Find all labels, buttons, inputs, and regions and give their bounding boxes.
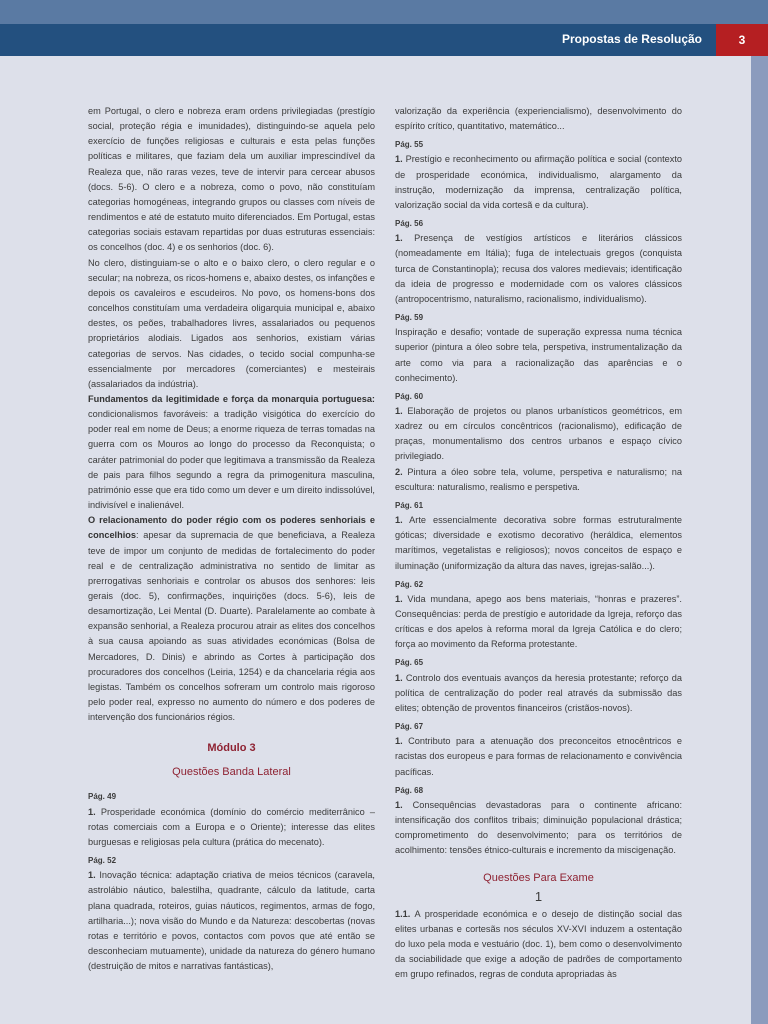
page-ref: Pág. 62 — [395, 579, 424, 589]
answer: 1. Presença de vestígios artísticos e literários clássicos (nomeadamente em Itália); fuga de intelectuais gregos (conquista turca de Constantinopla); recusa dos valores medievais; identificação da ideia de progresso e modernidade com os valores clássicos (antropocentrismo, naturalismo, racionalismo, individualismo). — [395, 233, 682, 304]
answer: 1. Contributo para a atenuação dos preconceitos etnocêntricos e racistas dos europeus e para formas de relacionamento e convivência pacíficas. — [395, 736, 682, 777]
page-number: 3 — [716, 24, 768, 56]
right-column — [395, 104, 682, 982]
paragraph: valorização da experiência (experiencialismo), desenvolvimento do espírito crítico, quantitativo, matemático... — [395, 106, 682, 132]
page-ref: Pág. 55 — [395, 140, 424, 150]
answer: 1. Controlo dos eventuais avanços da heresia protestante; reforço da política de centralização do poder real através da submissão das elites; obtenção de proventos financeiros (cristãos-novos). — [395, 672, 682, 713]
module-title: Módulo 3 — [207, 742, 256, 755]
page-ref: Pág. 56 — [395, 219, 424, 229]
answer: Inspiração e desafio; vontade de superação expressa numa técnica superior (pintura a óleo sobre tela, perspetiva, instrumentalização da arte como via para a racionalização das aparências e o conhecimento). — [395, 327, 682, 383]
header-title: Propostas de Resolução — [561, 32, 702, 46]
answer: 1. Vida mundana, apego aos bens materiais, “honras e prazeres”. Consequências: perda de prestígio e autoridade da Igreja, reforço das críticas e dos apelos à reforma moral da Igreja Católica e do clero; força ao movimento da Reforma protestante. — [395, 593, 682, 650]
answer: 1. Prestígio e reconhecimento ou afirmação política e social (contexto de prosperidade económica, individualismo, alargamento da instrução, modernização da imprensa, centralização política, valorização social da vida cortesã e da cultura). — [395, 154, 682, 210]
page-ref: Pág. 49 — [88, 792, 117, 802]
bold-lead: Fundamentos da legitimidade e força da monarquia portuguesa: — [88, 393, 375, 404]
answer: 1. Inovação técnica: adaptação criativa de meios técnicos (caravela, astrolábio náutico, balestilha, quadrante, cálculo da latitude, carta plana quadrada, roteiros, guias náuticos, regimentos, armas de fogo, artilharia...); nova visão do Mundo e da Natureza: descobertas (novas rotas e território e povos, contactos com povos que até então se desconheciam mutuamente), unidade da natureza do género humano (destruição de mitos e narrativas fantásticas), — [88, 870, 375, 972]
page-ref: Pág. 52 — [88, 856, 117, 866]
answer: 2. Pintura a óleo sobre tela, volume, perspetiva e naturalismo; na escultura: naturalismo, realismo e perspetiva. — [395, 466, 682, 492]
module-subtitle: Questões Banda Lateral — [172, 766, 291, 779]
page-ref: Pág. 67 — [395, 722, 424, 732]
left-column — [88, 104, 375, 974]
exam-title: Questões Para Exame — [483, 871, 594, 884]
answer: 1. Prosperidade económica (domínio do comércio mediterrânico – rotas comerciais com a Europa e o Oriente); interesse das elites burguesas e religiosas pela cultura (prática do mecenato). — [88, 806, 375, 847]
page-ref: Pág. 68 — [395, 785, 424, 795]
exam-number: 1 — [534, 888, 543, 904]
paragraph: O relacionamento do poder régio com os poderes senhoriais e concelhios: apesar da supremacia de que beneficiava, a Realeza teve de impor um conjunto de medidas de fortalecimento do poder real e de centralização administrativa no sentido de limitar as prerrogativas senhoriais e controlar os abusos dos senhores: leis gerais (doc. 5), confirmações, inquirições (docs. 5-6), leis de desamortização, Lei Mental (D. Duarte). Paralelamente ao combate à expansão senhorial, a Realeza procurou atrair as elites dos concelhos à sua causa apoiando as suas atividades económicas (Bolsa de Mercadores, D. Dinis) e abrindo as Cortes à participação dos procuradores dos concelhos (Leiria, 1254) e da chancelaria régia aos legistas. Também os concelhos sofreram um controlo mais rigoroso pelo poder real, expresso no aumento do número e dos poderes de intervenção dos funcionários régios. — [88, 515, 375, 723]
answer: 1. Consequências devastadoras para o continente africano: intensificação dos conflitos tribais; diminuição populacional drástica; comprometimento do desenvolvimento; para os territórios de acolhimento: tensões étnico-culturais e incremento da miscigenação. — [395, 799, 682, 856]
paragraph: em Portugal, o clero e nobreza eram ordens privilegiadas (prestígio social, proteção régia e imunidades), distinguindo-se aquela pelo exercício de funções religiosas e culturais e esta pelas funções políticas e militares, que faziam dela um auxiliar imprescindível da Realeza que, não raras vezes, teve de intervir para cercear abusos (docs. 5-6). O clero e a nobreza, como o povo, não constituíam categorias homogéneas, integrando grupos ou classes com níveis de rendimentos e até de estatuto muito diferenciados. Em Portugal, estas categorias sociais estavam repartidas por duas estruturas essenciais: os concelhos (doc. 4) e os senhorios (doc. 6). — [88, 106, 375, 253]
page-ref: Pág. 61 — [395, 500, 424, 510]
top-band — [0, 0, 768, 24]
answer: 1. Elaboração de projetos ou planos urbanísticos geométricos, em xadrez ou em círculos concêntricos (racionalismo), edificação de praças, monumentalismo dos centros urbanos e espaço cívico privilegiado. — [395, 405, 682, 462]
page-header — [0, 24, 768, 56]
paragraph: No clero, distinguiam-se o alto e o baixo clero, o clero regular e o secular; na nobreza, os ricos-homens e, abaixo destes, os infanções e depois os cavaleiros e escudeiros. No povo, os homens-bons dos concelhos constituíam uma verdadeira oligarquia municipal e, abaixo destes, os peões, trabalhadores livres, assalariados ou pequenos proprietários alodiais. Ligados aos senhorios, existiam várias categorias de servos. Nas cidades, o tecido social compunha-se essencialmente por mercadores (comerciantes) e mesteirais (assalariados da indústria). — [88, 257, 376, 389]
side-bar — [751, 56, 768, 1024]
bold-lead: O relacionamento do poder régio com os poderes senhoriais e concelhios — [88, 515, 375, 541]
page-ref: Pág. 65 — [395, 658, 424, 668]
paragraph: Fundamentos da legitimidade e força da monarquia portuguesa: condicionalismos favoráveis: a tradição visigótica do exercício do poder real em nome de Deus; a enorme riqueza de terras tomadas na guerra com os Mouros ao longo do processo da Reconquista; o caráter patrimonial do poder que legitimava a transmissão da Realeza de pais para filhos segundo a regra da primogenitura masculina, património esse que era tido como um dever e um direito indissolúvel, indivisível e inalienável. — [88, 393, 375, 511]
answer: 1.1. A prosperidade económica e o desejo de distinção social das elites urbanas e cortesãs nos séculos XV-XVI induzem a ostentação do luxo pela moda e vestuário (doc. 1), bem como o desenvolvimento da sociabilidade que exige a adoção de padrões de comportamento em grupo refinados, regras de conduta apropriadas às — [395, 908, 682, 980]
page-ref: Pág. 60 — [395, 391, 424, 401]
answer: 1. Arte essencialmente decorativa sobre formas estruturalmente góticas; diversidade e exotismo decorativo (heráldica, elementos marítimos, vegetalistas e religiosos); novos conceitos de espaço e iluminação (uniformização da altura das naves, igrejas-salão...). — [395, 515, 682, 571]
page-ref: Pág. 59 — [395, 313, 424, 323]
